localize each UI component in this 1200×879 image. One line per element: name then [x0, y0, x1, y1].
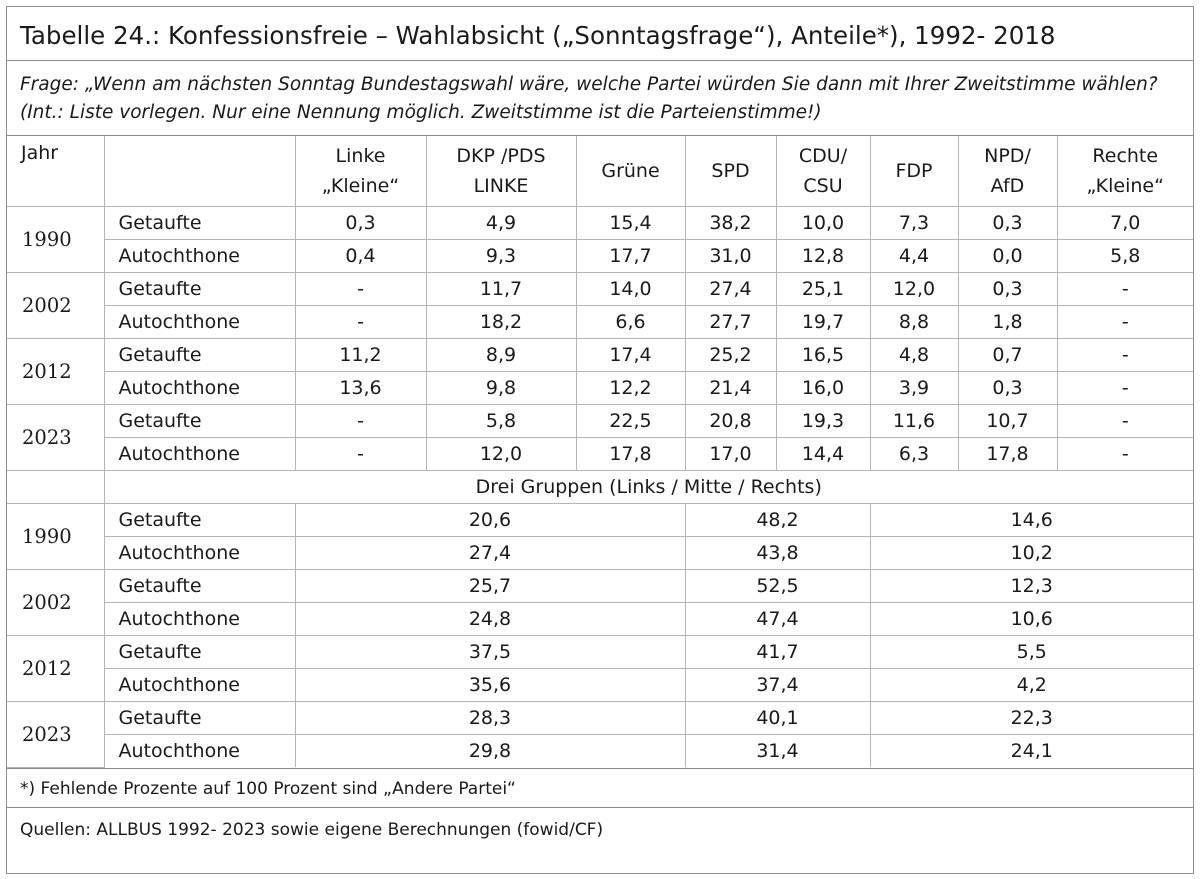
- year-cell: 2002: [7, 272, 104, 338]
- mitte-value: 47,4: [685, 602, 870, 635]
- mitte-value: 41,7: [685, 635, 870, 668]
- value-cell: 8,9: [426, 338, 576, 371]
- header-dkp-line1: DKP /PDS: [456, 144, 546, 167]
- header-jahr: Jahr: [7, 136, 104, 206]
- rechts-value: 14,6: [870, 503, 1193, 536]
- footnote: *) Fehlende Prozente auf 100 Prozent sind „Andere Partei“: [7, 768, 1193, 808]
- mitte-value: 40,1: [685, 701, 870, 734]
- mitte-value: 37,4: [685, 668, 870, 701]
- group-label: Getaufte: [104, 569, 295, 602]
- value-cell: 8,8: [870, 305, 958, 338]
- value-cell: 31,0: [685, 239, 776, 272]
- value-cell: 14,0: [576, 272, 685, 305]
- value-cell: 13,6: [295, 371, 426, 404]
- table-row: [7, 635, 1193, 668]
- header-rechte-line2: „Kleine“: [1086, 174, 1164, 197]
- mitte-value: 48,2: [685, 503, 870, 536]
- table-row: [7, 569, 1193, 602]
- table-row: [7, 668, 1193, 701]
- value-cell: 7,3: [870, 206, 958, 239]
- links-value: 35,6: [295, 668, 685, 701]
- value-cell: -: [1057, 272, 1193, 305]
- value-cell: 7,0: [1057, 206, 1193, 239]
- value-cell: -: [1057, 371, 1193, 404]
- group-label: Autochthone: [104, 371, 295, 404]
- header-dkp-line2: LINKE: [473, 174, 529, 197]
- header-npd-afd: [958, 136, 1057, 206]
- value-cell: 1,8: [958, 305, 1057, 338]
- value-cell: 22,5: [576, 404, 685, 437]
- header-dkp-pds-linke: [426, 136, 576, 206]
- group-label: Getaufte: [104, 404, 295, 437]
- value-cell: 12,2: [576, 371, 685, 404]
- value-cell: 27,7: [685, 305, 776, 338]
- value-cell: 21,4: [685, 371, 776, 404]
- year-cell: 1990: [7, 206, 104, 272]
- value-cell: 15,4: [576, 206, 685, 239]
- header-row: [7, 136, 1193, 206]
- question-line-1: Frage: „Wenn am nächsten Sonntag Bundestagswahl wäre, welche Partei würden Sie dann mit Ihrer Zweitstimme wählen?: [20, 74, 1158, 95]
- value-cell: 6,3: [870, 437, 958, 470]
- value-cell: 0,3: [958, 206, 1057, 239]
- rechts-value: 10,2: [870, 536, 1193, 569]
- header-linke-kleine-line1: Linke: [335, 144, 386, 167]
- table-row: [7, 701, 1193, 734]
- value-cell: 6,6: [576, 305, 685, 338]
- results-table: [7, 136, 1193, 768]
- rechts-value: 4,2: [870, 668, 1193, 701]
- links-value: 28,3: [295, 701, 685, 734]
- table-row: [7, 536, 1193, 569]
- value-cell: 11,2: [295, 338, 426, 371]
- value-cell: 11,6: [870, 404, 958, 437]
- group-label: Autochthone: [104, 602, 295, 635]
- links-value: 24,8: [295, 602, 685, 635]
- group-label: Autochthone: [104, 734, 295, 767]
- table-row: [7, 734, 1193, 767]
- links-value: 29,8: [295, 734, 685, 767]
- table-row: [7, 404, 1193, 437]
- value-cell: 4,8: [870, 338, 958, 371]
- group-label: Getaufte: [104, 701, 295, 734]
- group-label: Autochthone: [104, 437, 295, 470]
- value-cell: 10,0: [776, 206, 870, 239]
- group-label: Getaufte: [104, 338, 295, 371]
- table-row: [7, 371, 1193, 404]
- survey-question: [7, 61, 1193, 136]
- header-npd-line1: NPD/: [984, 144, 1031, 167]
- value-cell: 5,8: [426, 404, 576, 437]
- table-document: [6, 6, 1194, 874]
- value-cell: 0,3: [958, 371, 1057, 404]
- value-cell: 0,7: [958, 338, 1057, 371]
- header-spd: SPD: [685, 136, 776, 206]
- value-cell: 17,7: [576, 239, 685, 272]
- year-cell: 2012: [7, 635, 104, 701]
- mitte-value: 52,5: [685, 569, 870, 602]
- value-cell: -: [1057, 437, 1193, 470]
- value-cell: 0,3: [958, 272, 1057, 305]
- table-row: [7, 437, 1193, 470]
- value-cell: 20,8: [685, 404, 776, 437]
- value-cell: 12,0: [426, 437, 576, 470]
- header-fdp: FDP: [870, 136, 958, 206]
- value-cell: 19,3: [776, 404, 870, 437]
- table-row: [7, 272, 1193, 305]
- year-cell: 2002: [7, 569, 104, 635]
- year-cell: 2023: [7, 701, 104, 767]
- year-cell: 2023: [7, 404, 104, 470]
- header-linke-kleine-line2: „Kleine“: [321, 174, 400, 197]
- group-label: Getaufte: [104, 503, 295, 536]
- value-cell: 0,4: [295, 239, 426, 272]
- value-cell: 4,9: [426, 206, 576, 239]
- header-npd-line2: AfD: [990, 174, 1025, 197]
- header-rechte-line1: Rechte: [1092, 144, 1159, 167]
- value-cell: 14,4: [776, 437, 870, 470]
- links-value: 20,6: [295, 503, 685, 536]
- section-heading: Drei Gruppen (Links / Mitte / Rechts): [104, 470, 1193, 503]
- header-cdu-line2: CSU: [803, 174, 843, 197]
- year-cell: 1990: [7, 503, 104, 569]
- value-cell: 16,0: [776, 371, 870, 404]
- value-cell: 0,3: [295, 206, 426, 239]
- header-linke-kleine: [295, 136, 426, 206]
- value-cell: 38,2: [685, 206, 776, 239]
- header-cdu-csu: [776, 136, 870, 206]
- value-cell: 9,8: [426, 371, 576, 404]
- value-cell: -: [1057, 404, 1193, 437]
- group-label: Autochthone: [104, 536, 295, 569]
- rechts-value: 5,5: [870, 635, 1193, 668]
- value-cell: 27,4: [685, 272, 776, 305]
- value-cell: 17,8: [958, 437, 1057, 470]
- value-cell: 16,5: [776, 338, 870, 371]
- value-cell: 10,7: [958, 404, 1057, 437]
- table-row: [7, 602, 1193, 635]
- table-row: [7, 239, 1193, 272]
- header-cdu-line1: CDU/: [798, 144, 848, 167]
- value-cell: 25,2: [685, 338, 776, 371]
- table-row: [7, 206, 1193, 239]
- mitte-value: 31,4: [685, 734, 870, 767]
- header-gruene: Grüne: [576, 136, 685, 206]
- source-note: Quellen: ALLBUS 1992- 2023 sowie eigene Berechnungen (fowid/CF): [20, 819, 604, 840]
- value-cell: 17,8: [576, 437, 685, 470]
- value-cell: 17,0: [685, 437, 776, 470]
- rechts-value: 22,3: [870, 701, 1193, 734]
- value-cell: 18,2: [426, 305, 576, 338]
- rechts-value: 24,1: [870, 734, 1193, 767]
- section-row: [7, 470, 1193, 503]
- question-line-2: (Int.: Liste vorlegen. Nur eine Nennung möglich. Zweitstimme ist die Parteienstimme!): [20, 102, 822, 123]
- links-value: 27,4: [295, 536, 685, 569]
- table-row: [7, 305, 1193, 338]
- rechts-value: 10,6: [870, 602, 1193, 635]
- group-label: Autochthone: [104, 305, 295, 338]
- value-cell: 25,1: [776, 272, 870, 305]
- value-cell: -: [295, 437, 426, 470]
- group-label: Autochthone: [104, 239, 295, 272]
- group-label: Getaufte: [104, 635, 295, 668]
- value-cell: 12,0: [870, 272, 958, 305]
- links-value: 37,5: [295, 635, 685, 668]
- value-cell: -: [295, 305, 426, 338]
- year-cell: 2012: [7, 338, 104, 404]
- value-cell: 5,8: [1057, 239, 1193, 272]
- value-cell: -: [1057, 305, 1193, 338]
- value-cell: -: [295, 272, 426, 305]
- group-label: Getaufte: [104, 272, 295, 305]
- value-cell: 9,3: [426, 239, 576, 272]
- value-cell: -: [1057, 338, 1193, 371]
- section-blank: [7, 470, 104, 503]
- table-row: [7, 503, 1193, 536]
- rechts-value: 12,3: [870, 569, 1193, 602]
- table-title: Tabelle 24.: Konfessionsfreie – Wahlabsicht („Sonntagsfrage“), Anteile*), 1992- 2018: [7, 7, 1193, 61]
- links-value: 25,7: [295, 569, 685, 602]
- value-cell: 12,8: [776, 239, 870, 272]
- header-group-blank: [104, 136, 295, 206]
- value-cell: 0,0: [958, 239, 1057, 272]
- value-cell: 11,7: [426, 272, 576, 305]
- mitte-value: 43,8: [685, 536, 870, 569]
- table-row: [7, 338, 1193, 371]
- value-cell: 3,9: [870, 371, 958, 404]
- header-rechte-kleine: [1057, 136, 1193, 206]
- value-cell: 17,4: [576, 338, 685, 371]
- value-cell: 19,7: [776, 305, 870, 338]
- group-label: Getaufte: [104, 206, 295, 239]
- value-cell: -: [295, 404, 426, 437]
- group-label: Autochthone: [104, 668, 295, 701]
- value-cell: 4,4: [870, 239, 958, 272]
